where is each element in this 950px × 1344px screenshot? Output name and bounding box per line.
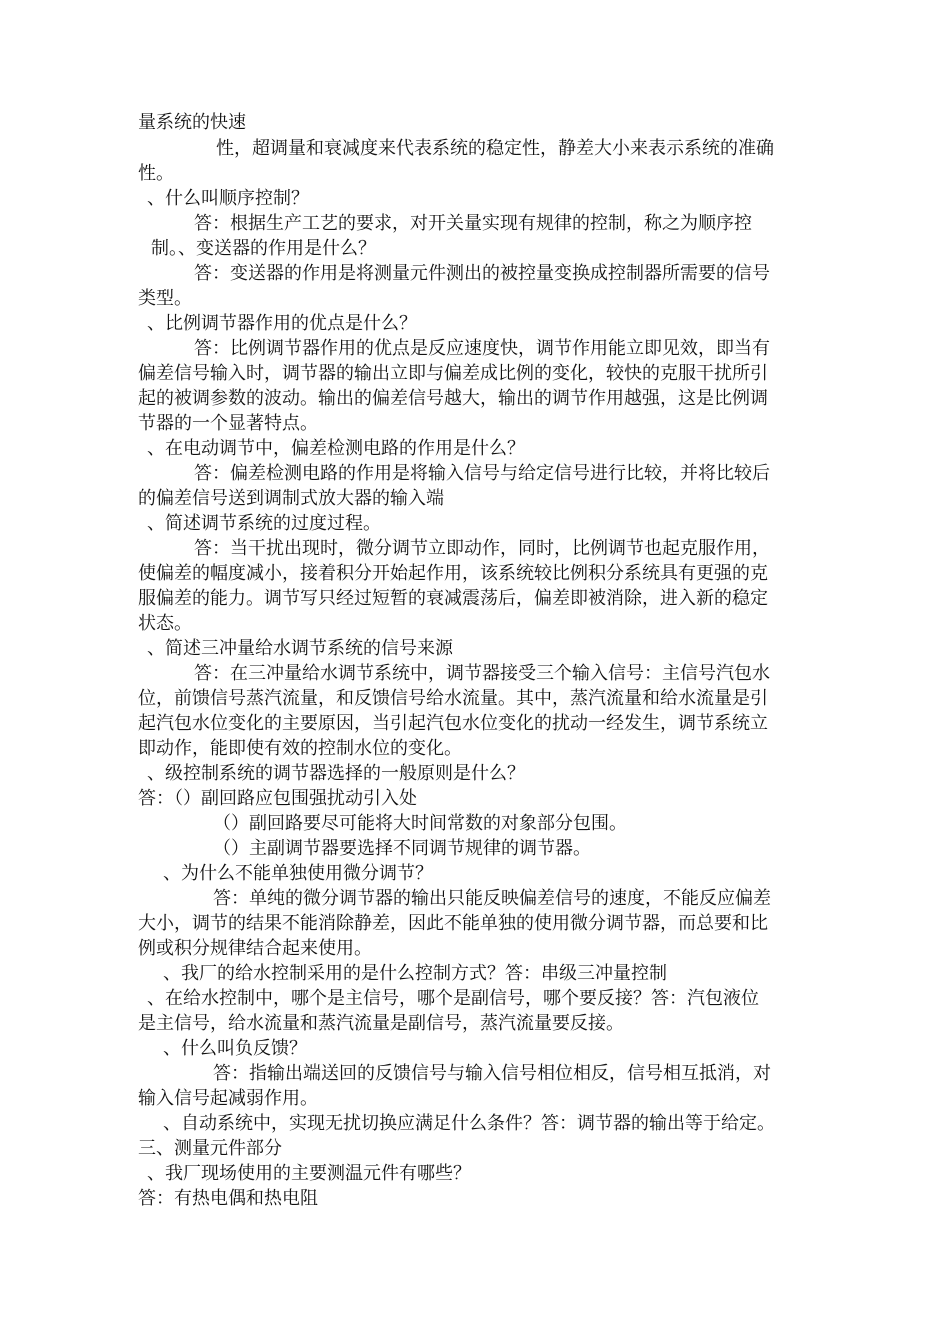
question-line: 、在给水控制中，哪个是主信号，哪个是副信号，哪个要反接？答：汽包液位	[147, 988, 759, 1009]
text-line: 起汽包水位变化的主要原因，当引起汽包水位变化的扰动一经发生，调节系统立	[138, 713, 768, 734]
text-line: 量系统的快速	[138, 112, 246, 133]
question-line: 、什么叫顺序控制？	[147, 188, 309, 209]
text-line: 输入信号起减弱作用。	[138, 1088, 318, 1109]
text-line: 节器的一个显著特点。	[138, 413, 318, 434]
question-line: 、简述三冲量给水调节系统的信号来源	[147, 638, 453, 659]
text-line: 是主信号，给水流量和蒸汽流量是副信号，蒸汽流量要反接。	[138, 1013, 624, 1034]
answer-line: 答：偏差检测电路的作用是将输入信号与给定信号进行比较，并将比较后	[194, 463, 770, 484]
question-line: 、在电动调节中，偏差检测电路的作用是什么？	[147, 438, 525, 459]
text-line: 即动作，能即使有效的控制水位的变化。	[138, 738, 462, 759]
text-line: 服偏差的能力。调节写只经过短暂的衰减震荡后，偏差即被消除，进入新的稳定	[138, 588, 768, 609]
question-line: 、我厂现场使用的主要测温元件有哪些？	[147, 1163, 471, 1184]
text-line: （）副回路要尽可能将大时间常数的对象部分包围。	[213, 813, 627, 834]
text-line: 使偏差的幅度减小，接着积分开始起作用，该系统较比例积分系统具有更强的克	[138, 563, 768, 584]
answer-line: 答：在三冲量给水调节系统中，调节器接受三个输入信号：主信号汽包水	[194, 663, 770, 684]
text-line: 位，前馈信号蒸汽流量，和反馈信号给水流量。其中，蒸汽流量和给水流量是引	[138, 688, 768, 709]
section-heading: 三、测量元件部分	[138, 1138, 282, 1159]
text-line: 例或积分规律结合起来使用。	[138, 938, 372, 959]
answer-line: 答：指输出端送回的反馈信号与输入信号相位相反，信号相互抵消，对	[213, 1063, 771, 1084]
text-line: 大小，调节的结果不能消除静差，因此不能单独的使用微分调节器，而总要和比	[138, 913, 768, 934]
text-line: 的偏差信号送到调制式放大器的输入端	[138, 488, 444, 509]
answer-line: 答：单纯的微分调节器的输出只能反映偏差信号的速度，不能反应偏差	[213, 888, 771, 909]
text-line: （）主副调节器要选择不同调节规律的调节器。	[213, 838, 591, 859]
text-line: 类型。	[138, 288, 192, 309]
text-line: 性，超调量和衰减度来代表系统的稳定性，静差大小来表示系统的准确	[216, 138, 774, 159]
question-line: 、级控制系统的调节器选择的一般原则是什么？	[147, 763, 525, 784]
question-line: 、为什么不能单独使用微分调节？	[163, 863, 433, 884]
answer-line: 答：有热电偶和热电阻	[138, 1188, 318, 1209]
answer-line: 答：当干扰出现时，微分调节立即动作，同时，比例调节也起克服作用，	[194, 538, 770, 559]
question-line: 、简述调节系统的过度过程。	[147, 513, 381, 534]
answer-line: 答：（）副回路应包围强扰动引入处	[138, 788, 417, 809]
answer-line: 答：变送器的作用是将测量元件测出的被控量变换成控制器所需要的信号	[194, 263, 770, 284]
question-line: 、自动系统中，实现无扰切换应满足什么条件？答：调节器的输出等于给定。	[163, 1113, 775, 1134]
text-line: 性。	[138, 163, 174, 184]
text-line: 偏差信号输入时，调节器的输出立即与偏差成比例的变化，较快的克服干扰所引	[138, 363, 768, 384]
question-line: 、什么叫负反馈？	[163, 1038, 307, 1059]
answer-line: 答：比例调节器作用的优点是反应速度快，调节作用能立即见效，即当有	[194, 338, 770, 359]
question-line: 、比例调节器作用的优点是什么？	[147, 313, 417, 334]
text-line: 起的被调参数的波动。输出的偏差信号越大，输出的调节作用越强，这是比例调	[138, 388, 768, 409]
answer-line: 答：根据生产工艺的要求，对开关量实现有规律的控制，称之为顺序控	[194, 213, 752, 234]
question-line: 、我厂的给水控制采用的是什么控制方式？答：串级三冲量控制	[163, 963, 667, 984]
question-line: 制。、变送器的作用是什么？	[151, 238, 376, 259]
text-line: 状态。	[138, 613, 192, 634]
